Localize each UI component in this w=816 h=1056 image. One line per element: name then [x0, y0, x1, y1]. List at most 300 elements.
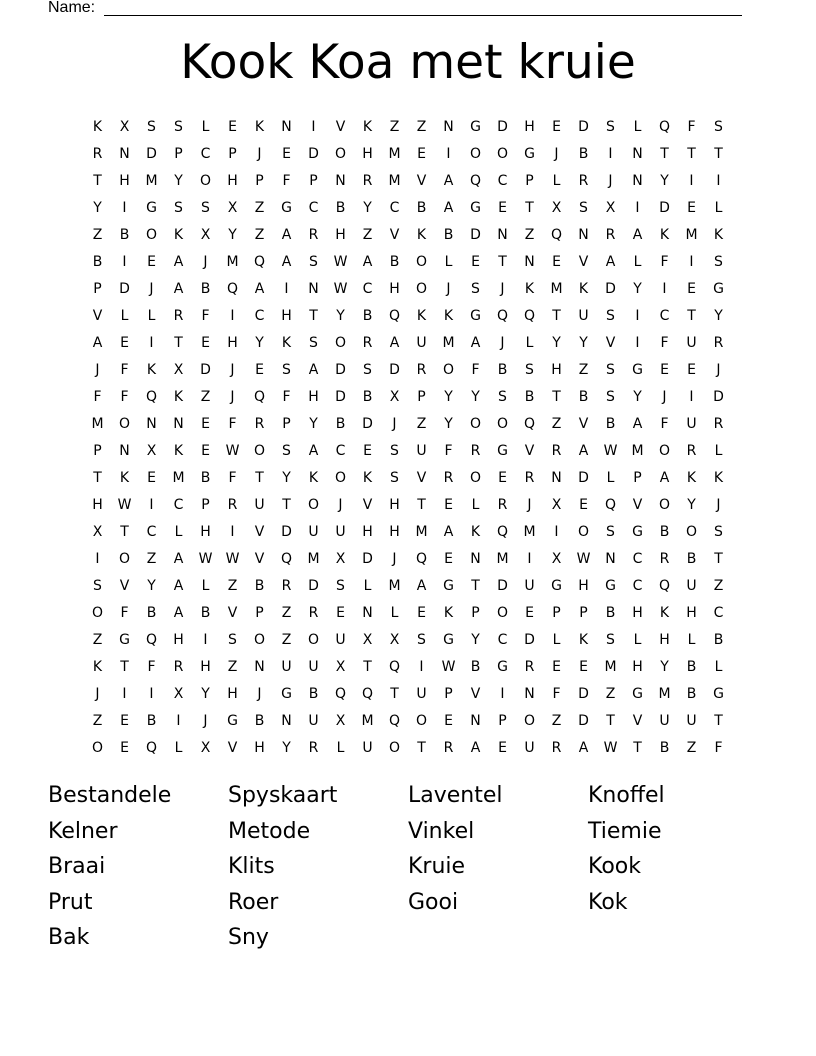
grid-letter: R	[92, 145, 103, 162]
grid-letter: X	[146, 442, 157, 459]
grid-letter: S	[714, 118, 723, 135]
grid-letter: B	[686, 685, 697, 702]
grid-letter: B	[524, 388, 535, 405]
grid-letter: Y	[174, 172, 183, 189]
grid-letter: B	[254, 577, 265, 594]
grid-letter: V	[119, 577, 130, 594]
grid-letter: O	[415, 712, 428, 729]
grid-letter: Q	[496, 307, 509, 324]
grid-letter: E	[471, 253, 480, 270]
grid-letter: Y	[633, 280, 642, 297]
grid-letter: I	[608, 145, 613, 162]
grid-letter: E	[228, 118, 237, 135]
grid-letter: Q	[523, 415, 536, 432]
grid-letter: L	[552, 631, 561, 648]
grid-letter: Z	[92, 712, 103, 729]
grid-letter: B	[686, 658, 697, 675]
grid-letter: E	[687, 361, 696, 378]
grid-letter: L	[201, 118, 210, 135]
grid-letter: G	[605, 577, 616, 594]
grid-letter: G	[551, 577, 562, 594]
grid-letter: U	[686, 577, 697, 594]
grid-letter: D	[362, 415, 373, 432]
grid-letter: O	[307, 631, 320, 648]
grid-letter: I	[203, 631, 208, 648]
grid-letter: A	[470, 739, 481, 756]
grid-letter: T	[471, 577, 480, 594]
grid-letter: M	[307, 550, 320, 567]
grid-letter: S	[606, 523, 615, 540]
grid-letter: Z	[713, 577, 724, 594]
grid-letter: N	[146, 415, 157, 432]
grid-letter: E	[147, 253, 156, 270]
grid-letter: F	[120, 388, 129, 405]
grid-letter: D	[119, 280, 130, 297]
grid-letter: O	[496, 415, 509, 432]
grid-letter: J	[338, 496, 343, 513]
grid-letter: W	[225, 550, 240, 567]
grid-letter: M	[415, 523, 428, 540]
grid-letter: U	[308, 523, 319, 540]
grid-letter: A	[389, 334, 400, 351]
grid-letter: K	[578, 280, 589, 297]
grid-letter: Y	[336, 307, 345, 324]
grid-letter: E	[687, 280, 696, 297]
grid-letter: J	[392, 550, 397, 567]
grid-letter: A	[632, 415, 643, 432]
grid-letter: R	[308, 226, 319, 243]
grid-letter: J	[716, 361, 721, 378]
grid-letter: S	[714, 253, 723, 270]
grid-letter: U	[281, 658, 292, 675]
grid-letter: P	[444, 685, 453, 702]
grid-letter: H	[686, 604, 697, 621]
grid-letter: C	[497, 172, 508, 189]
grid-letter: E	[498, 199, 507, 216]
grid-letter: V	[632, 496, 643, 513]
grid-letter: Y	[255, 334, 264, 351]
grid-letter: O	[334, 334, 347, 351]
grid-letter: S	[525, 361, 534, 378]
grid-letter: M	[658, 685, 671, 702]
grid-letter: R	[470, 442, 481, 459]
grid-letter: O	[658, 496, 671, 513]
grid-letter: X	[200, 739, 211, 756]
grid-letter: I	[446, 145, 451, 162]
grid-letter: H	[173, 631, 184, 648]
name-underline	[104, 15, 742, 16]
grid-letter: O	[253, 442, 266, 459]
grid-letter: M	[145, 172, 158, 189]
grid-letter: B	[362, 388, 373, 405]
grid-letter: L	[606, 469, 615, 486]
grid-letter: X	[335, 712, 346, 729]
grid-letter: S	[606, 307, 615, 324]
grid-letter: E	[282, 145, 291, 162]
grid-letter: K	[443, 307, 454, 324]
grid-letter: B	[578, 145, 589, 162]
grid-letter: F	[147, 658, 156, 675]
grid-letter: H	[227, 334, 238, 351]
grid-letter: E	[255, 361, 264, 378]
grid-letter: N	[551, 469, 562, 486]
grid-letter: A	[173, 577, 184, 594]
grid-letter: T	[660, 145, 669, 162]
grid-letter: Q	[415, 550, 428, 567]
grid-letter: L	[120, 307, 129, 324]
grid-letter: H	[551, 361, 562, 378]
grid-letter: B	[335, 199, 346, 216]
word-list-item: Kelner	[48, 818, 118, 844]
grid-letter: W	[333, 280, 348, 297]
grid-letter: S	[309, 253, 318, 270]
grid-letter: P	[309, 172, 318, 189]
grid-letter: G	[470, 118, 481, 135]
grid-letter: D	[335, 388, 346, 405]
grid-letter: R	[173, 658, 184, 675]
grid-letter: B	[659, 739, 670, 756]
grid-letter: J	[716, 496, 721, 513]
grid-letter: Y	[201, 685, 210, 702]
grid-letter: K	[686, 469, 697, 486]
grid-letter: V	[227, 739, 238, 756]
grid-letter: N	[470, 550, 481, 567]
grid-letter: S	[498, 388, 507, 405]
grid-letter: H	[389, 523, 400, 540]
grid-letter: C	[173, 496, 184, 513]
grid-letter: K	[416, 226, 427, 243]
grid-letter: Q	[388, 712, 401, 729]
grid-letter: Q	[469, 172, 482, 189]
grid-letter: Z	[389, 118, 400, 135]
grid-letter: V	[227, 604, 238, 621]
grid-letter: G	[146, 199, 157, 216]
grid-letter: E	[498, 469, 507, 486]
grid-letter: J	[95, 361, 100, 378]
grid-letter: Y	[444, 415, 453, 432]
grid-letter: V	[92, 307, 103, 324]
grid-letter: K	[173, 388, 184, 405]
grid-letter: E	[444, 550, 453, 567]
grid-letter: B	[416, 199, 427, 216]
grid-letter: Z	[92, 631, 103, 648]
grid-letter: J	[392, 415, 397, 432]
grid-letter: I	[149, 334, 154, 351]
grid-letter: O	[496, 604, 509, 621]
grid-letter: Z	[200, 388, 211, 405]
grid-letter: Y	[660, 172, 669, 189]
grid-letter: X	[200, 226, 211, 243]
grid-letter: B	[659, 523, 670, 540]
grid-letter: U	[524, 577, 535, 594]
grid-letter: Z	[551, 415, 562, 432]
grid-letter: F	[552, 685, 561, 702]
grid-letter: E	[552, 253, 561, 270]
grid-letter: S	[147, 118, 156, 135]
grid-letter: D	[497, 118, 508, 135]
word-list-item: Tiemie	[588, 818, 662, 844]
grid-letter: F	[120, 361, 129, 378]
word-list	[48, 778, 768, 956]
grid-letter: T	[633, 739, 642, 756]
grid-letter: V	[632, 712, 643, 729]
grid-letter: K	[308, 469, 319, 486]
grid-letter: I	[689, 253, 694, 270]
grid-letter: K	[713, 226, 724, 243]
grid-letter: I	[284, 280, 289, 297]
grid-letter: I	[635, 199, 640, 216]
grid-letter: G	[470, 199, 481, 216]
grid-letter: T	[714, 145, 723, 162]
grid-letter: N	[524, 685, 535, 702]
grid-letter: T	[606, 712, 615, 729]
grid-letter: G	[227, 712, 238, 729]
grid-letter: S	[606, 631, 615, 648]
grid-letter: W	[603, 739, 618, 756]
grid-letter: X	[227, 199, 238, 216]
grid-letter: P	[201, 496, 210, 513]
grid-letter: Y	[363, 199, 372, 216]
grid-letter: J	[500, 334, 505, 351]
grid-letter: A	[443, 172, 454, 189]
grid-letter: M	[172, 469, 185, 486]
grid-letter: K	[173, 226, 184, 243]
grid-letter: Z	[227, 577, 238, 594]
grid-letter: A	[659, 469, 670, 486]
grid-letter: S	[606, 361, 615, 378]
grid-letter: H	[281, 307, 292, 324]
grid-letter: G	[713, 685, 724, 702]
grid-letter: S	[93, 577, 102, 594]
grid-letter: T	[120, 523, 129, 540]
grid-letter: W	[441, 658, 456, 675]
grid-letter: M	[631, 442, 644, 459]
grid-letter: M	[523, 523, 536, 540]
grid-letter: Q	[145, 631, 158, 648]
grid-letter: T	[93, 469, 102, 486]
grid-letter: A	[578, 442, 589, 459]
grid-letter: N	[443, 118, 454, 135]
grid-letter: R	[524, 469, 535, 486]
grid-letter: N	[632, 145, 643, 162]
grid-letter: A	[173, 280, 184, 297]
grid-letter: X	[173, 685, 184, 702]
grid-letter: I	[527, 550, 532, 567]
grid-letter: Y	[471, 388, 480, 405]
grid-letter: A	[362, 253, 373, 270]
grid-letter: A	[578, 739, 589, 756]
grid-letter: V	[416, 469, 427, 486]
grid-letter: U	[335, 523, 346, 540]
grid-letter: Z	[254, 226, 265, 243]
grid-letter: A	[92, 334, 103, 351]
grid-letter: Q	[280, 550, 293, 567]
grid-letter: B	[578, 388, 589, 405]
grid-letter: I	[230, 523, 235, 540]
grid-letter: E	[120, 739, 129, 756]
grid-letter: H	[200, 658, 211, 675]
grid-letter: R	[362, 334, 373, 351]
grid-letter: V	[335, 118, 346, 135]
grid-letter: L	[525, 334, 534, 351]
grid-letter: H	[389, 280, 400, 297]
grid-letter: X	[551, 199, 562, 216]
grid-letter: K	[578, 631, 589, 648]
grid-letter: U	[416, 685, 427, 702]
grid-letter: Z	[92, 226, 103, 243]
grid-letter: X	[389, 388, 400, 405]
grid-letter: J	[500, 280, 505, 297]
grid-letter: O	[334, 145, 347, 162]
grid-letter: S	[228, 631, 237, 648]
grid-letter: A	[470, 334, 481, 351]
grid-letter: O	[307, 496, 320, 513]
grid-letter: G	[281, 685, 292, 702]
grid-letter: A	[254, 280, 265, 297]
grid-letter: F	[228, 469, 237, 486]
grid-letter: N	[578, 226, 589, 243]
grid-letter: A	[281, 253, 292, 270]
grid-letter: L	[147, 307, 156, 324]
grid-letter: L	[471, 496, 480, 513]
grid-letter: P	[255, 604, 264, 621]
grid-letter: K	[92, 658, 103, 675]
grid-letter: C	[659, 307, 670, 324]
grid-letter: T	[714, 550, 723, 567]
grid-letter: R	[713, 334, 724, 351]
grid-letter: O	[91, 739, 104, 756]
grid-letter: A	[443, 199, 454, 216]
grid-letter: P	[417, 388, 426, 405]
grid-letter: E	[363, 442, 372, 459]
grid-letter: Z	[524, 226, 535, 243]
grid-letter: N	[173, 415, 184, 432]
grid-letter: S	[282, 361, 291, 378]
grid-letter: R	[281, 577, 292, 594]
grid-letter: Z	[605, 685, 616, 702]
grid-letter: C	[632, 550, 643, 567]
grid-letter: S	[363, 361, 372, 378]
grid-letter: I	[419, 658, 424, 675]
grid-letter: A	[173, 550, 184, 567]
grid-letter: K	[713, 469, 724, 486]
grid-letter: M	[388, 577, 401, 594]
grid-letter: D	[524, 631, 535, 648]
grid-letter: S	[174, 118, 183, 135]
grid-letter: H	[227, 172, 238, 189]
grid-letter: A	[173, 253, 184, 270]
grid-letter: O	[523, 712, 536, 729]
grid-letter: V	[416, 172, 427, 189]
grid-letter: M	[604, 658, 617, 675]
grid-letter: B	[200, 604, 211, 621]
grid-letter: H	[632, 658, 643, 675]
grid-letter: N	[470, 712, 481, 729]
grid-letter: P	[471, 604, 480, 621]
grid-letter: S	[471, 280, 480, 297]
grid-letter: E	[201, 334, 210, 351]
grid-letter: S	[201, 199, 210, 216]
grid-letter: N	[281, 712, 292, 729]
grid-letter: L	[201, 577, 210, 594]
grid-letter: F	[660, 415, 669, 432]
grid-letter: S	[606, 388, 615, 405]
grid-letter: A	[308, 442, 319, 459]
grid-letter: W	[603, 442, 618, 459]
grid-letter: S	[606, 118, 615, 135]
grid-letter: O	[334, 469, 347, 486]
grid-letter: L	[633, 253, 642, 270]
grid-letter: Q	[388, 658, 401, 675]
grid-letter: L	[714, 442, 723, 459]
grid-letter: D	[308, 145, 319, 162]
grid-letter: Q	[550, 226, 563, 243]
grid-letter: D	[578, 685, 589, 702]
grid-letter: J	[203, 253, 208, 270]
grid-letter: H	[335, 226, 346, 243]
grid-letter: M	[442, 334, 455, 351]
grid-letter: R	[524, 658, 535, 675]
grid-letter: X	[173, 361, 184, 378]
grid-letter: O	[118, 550, 131, 567]
grid-letter: Q	[523, 307, 536, 324]
grid-letter: U	[524, 739, 535, 756]
grid-letter: T	[390, 685, 399, 702]
grid-letter: U	[308, 712, 319, 729]
grid-letter: Y	[444, 388, 453, 405]
grid-letter: Y	[228, 226, 237, 243]
grid-letter: B	[308, 685, 319, 702]
grid-letter: P	[174, 145, 183, 162]
grid-letter: J	[230, 388, 235, 405]
grid-letter: P	[282, 415, 291, 432]
grid-letter: X	[551, 550, 562, 567]
grid-letter: R	[551, 739, 562, 756]
grid-letter: I	[635, 334, 640, 351]
grid-letter: C	[632, 577, 643, 594]
grid-letter: U	[308, 658, 319, 675]
grid-letter: D	[308, 577, 319, 594]
grid-letter: D	[200, 361, 211, 378]
grid-letter: L	[714, 658, 723, 675]
grid-letter: O	[388, 739, 401, 756]
grid-letter: E	[201, 415, 210, 432]
grid-letter: E	[417, 145, 426, 162]
grid-letter: F	[660, 334, 669, 351]
grid-letter: I	[311, 118, 316, 135]
grid-letter: J	[446, 280, 451, 297]
grid-letter: T	[417, 496, 426, 513]
grid-letter: S	[579, 199, 588, 216]
grid-letter: F	[228, 415, 237, 432]
grid-letter: L	[444, 253, 453, 270]
grid-letter: I	[689, 388, 694, 405]
grid-letter: L	[633, 631, 642, 648]
grid-letter: N	[605, 550, 616, 567]
grid-letter: M	[550, 280, 563, 297]
grid-letter: F	[687, 118, 696, 135]
grid-letter: D	[713, 388, 724, 405]
grid-letter: I	[716, 172, 721, 189]
grid-letter: Y	[552, 334, 561, 351]
grid-letter: F	[444, 442, 453, 459]
word-list-item: Vinkel	[408, 818, 475, 844]
grid-letter: U	[686, 334, 697, 351]
grid-letter: J	[554, 145, 559, 162]
word-list-item: Kruie	[408, 854, 466, 879]
grid-letter: S	[309, 334, 318, 351]
grid-letter: H	[308, 388, 319, 405]
